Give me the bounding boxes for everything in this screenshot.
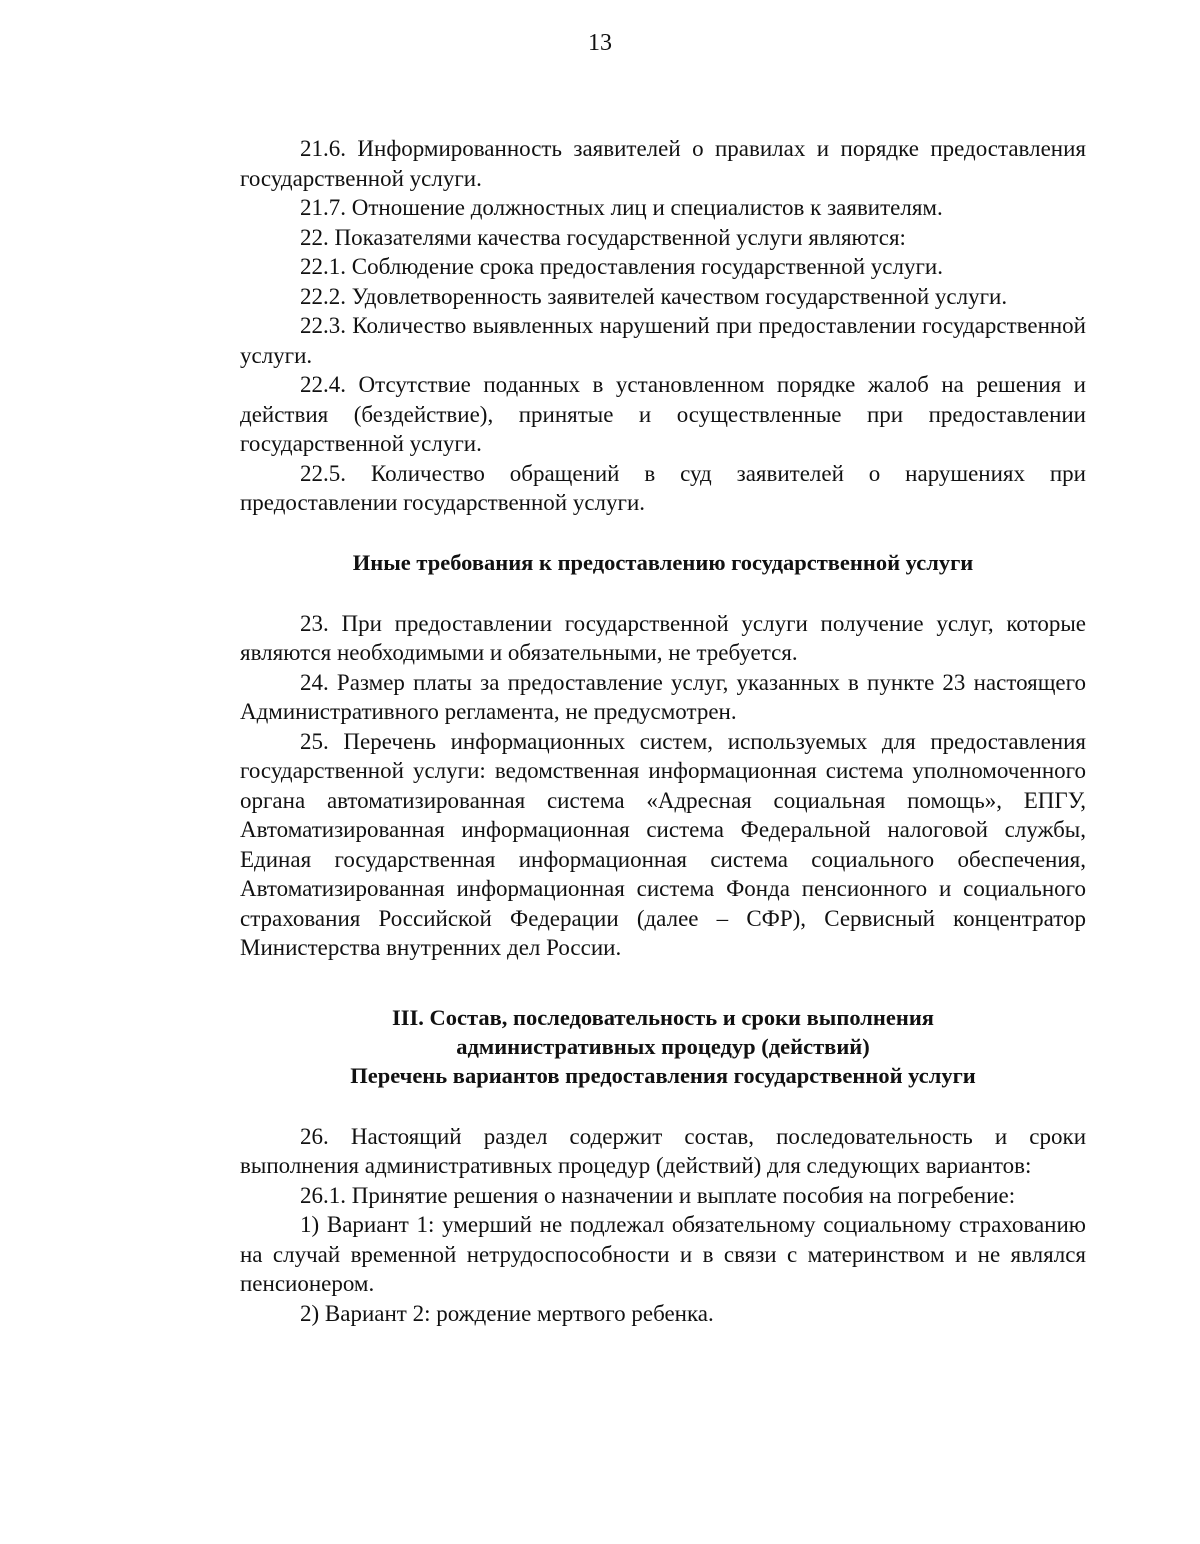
quality-indicators-section bbox=[240, 134, 1086, 518]
paragraph-22-5: 22.5. Количество обращений в суд заявителей о нарушениях при предоставлении государственной услуги. bbox=[240, 460, 1086, 515]
paragraph-21-6: 21.6. Информированность заявителей о правилах и порядке предоставления государственной услуги. bbox=[240, 136, 1086, 191]
variants-section bbox=[240, 1122, 1086, 1329]
paragraph-21-7: 21.7. Отношение должностных лиц и специалистов к заявителям. bbox=[300, 195, 943, 220]
paragraph-22-3: 22.3. Количество выявленных нарушений при предоставлении государственной услуги. bbox=[240, 313, 1086, 368]
page-number: 13 bbox=[588, 30, 612, 56]
other-requirements-heading: Иные требования к предоставлению государственной услуги bbox=[352, 549, 974, 575]
section-3-heading-block bbox=[240, 1003, 1086, 1090]
paragraph-25: 25. Перечень информационных систем, используемых для предоставления государственной услуги: ведомственная информационная система уполномоченного органа автоматизированная система «Адресная социальная помощь», ЕПГУ, Автоматизированная информационная система Федеральной налоговой службы, Единая государственная информационная система социального обеспечения, Автоматизированная информационная система Фонда пенсионного и социального страхования Российской Федерации (далее – СФР), Сервисный концентратор Министерства внутренних дел России. bbox=[240, 728, 1086, 960]
paragraph-variant-2: 2) Вариант 2: рождение мертвого ребенка. bbox=[300, 1300, 714, 1326]
section-3-heading-line-3: Перечень вариантов предоставления государственной услуги bbox=[350, 1062, 976, 1088]
paragraph-22: 22. Показателями качества государственной услуги являются: bbox=[300, 224, 906, 250]
section-3-heading-line-2: административных процедур (действий) bbox=[456, 1033, 870, 1059]
paragraph-26-1: 26.1. Принятие решения о назначении и выплате пособия на погребение: bbox=[300, 1182, 1016, 1208]
paragraph-22-4: 22.4. Отсутствие поданных в установленном порядке жалоб на решения и действия (бездействие), принятые и осуществленные при предоставлении государственной услуги. bbox=[240, 372, 1086, 456]
paragraph-22-1: 22.1. Соблюдение срока предоставления государственной услуги. bbox=[300, 254, 943, 279]
section-3-heading-line-1: III. Состав, последовательность и сроки выполнения bbox=[392, 1004, 934, 1030]
paragraph-23: 23. При предоставлении государственной услуги получение услуг, которые являются необходимыми и обязательными, не требуется. bbox=[240, 610, 1086, 665]
paragraph-24: 24. Размер платы за предоставление услуг, указанных в пункте 23 настоящего Административного регламента, не предусмотрен. bbox=[240, 669, 1086, 724]
paragraph-26: 26. Настоящий раздел содержит состав, последовательность и сроки выполнения административных процедур (действий) для следующих вариантов: bbox=[240, 1123, 1086, 1178]
other-requirements-section bbox=[240, 609, 1086, 963]
paragraph-22-2: 22.2. Удовлетворенность заявителей качеством государственной услуги. bbox=[300, 283, 1008, 309]
paragraph-variant-1: 1) Вариант 1: умерший не подлежал обязательному социальному страхованию на случай временной нетрудоспособности и в связи с материнством и не являлся пенсионером. bbox=[240, 1212, 1086, 1296]
document-body bbox=[240, 134, 1086, 1328]
other-requirements-heading-block bbox=[240, 548, 1086, 577]
